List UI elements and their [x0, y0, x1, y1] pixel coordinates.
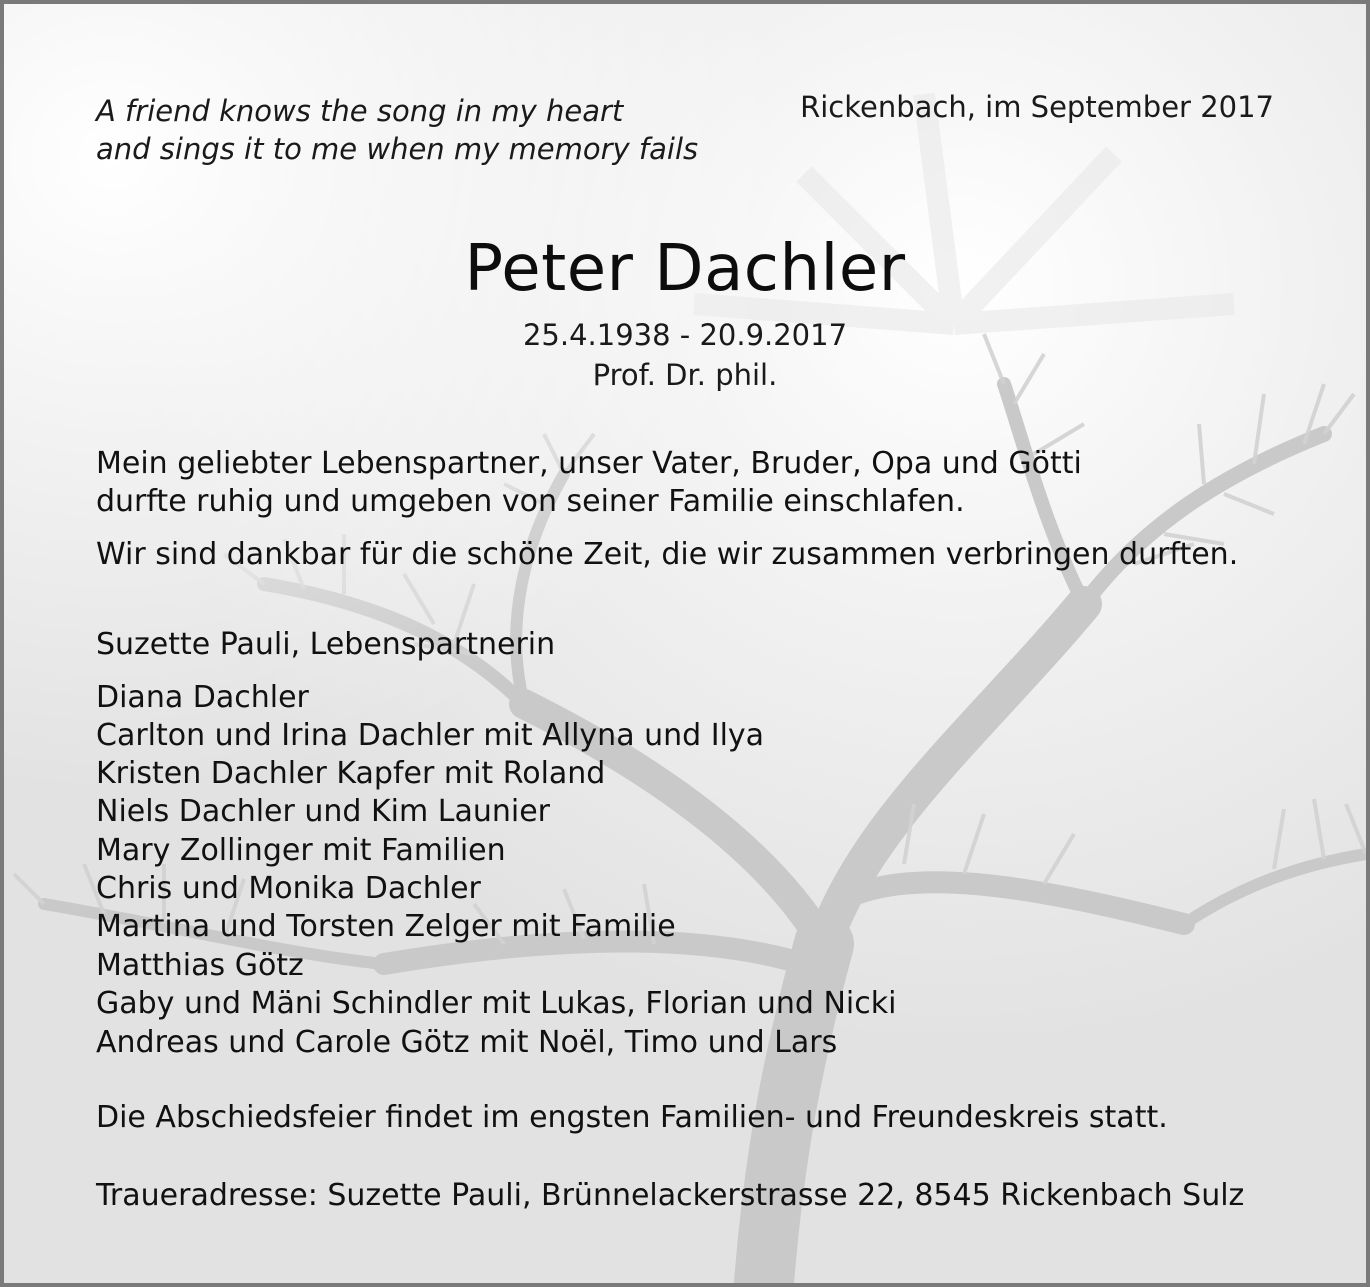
mourner-line: Martina und Torsten Zelger mit Familie: [96, 909, 676, 944]
mourner-line: Andreas und Carole Götz mit Noël, Timo und Lars: [96, 1025, 838, 1060]
mourner-line: Kristen Dachler Kapfer mit Roland: [96, 756, 606, 791]
mourner-line: Diana Dachler: [96, 680, 309, 715]
motto-line-1: A friend knows the song in my heart: [96, 94, 624, 128]
message-line-2: durfte ruhig und umgeben von seiner Familie einschlafen.: [96, 484, 965, 519]
mourner-line: Niels Dachler und Kim Launier: [96, 794, 551, 829]
mourner-line: Carlton und Irina Dachler mit Allyna und Ilya: [96, 718, 765, 753]
message-line-3: Wir sind dankbar für die schöne Zeit, die wir zusammen verbringen durften.: [96, 537, 1239, 572]
mourner-line: Gaby und Mäni Schindler mit Lukas, Florian und Nicki: [96, 986, 897, 1021]
mourner-line: Matthias Götz: [96, 948, 304, 983]
mourner-line: Mary Zollinger mit Familien: [96, 833, 506, 868]
mourning-address: Traueradresse: Suzette Pauli, Brünnelackerstrasse 22, 8545 Rickenbach Sulz: [96, 1178, 1245, 1213]
life-dates: 25.4.1938 - 20.9.2017: [522, 318, 848, 352]
motto-line-2: and sings it to me when my memory fails: [96, 132, 699, 166]
dateline: Rickenbach, im September 2017: [800, 90, 1274, 124]
message-line-1: Mein geliebter Lebenspartner, unser Vater, Bruder, Opa und Götti: [96, 446, 1082, 481]
academic-title: Prof. Dr. phil.: [592, 358, 778, 392]
ceremony-notice: Die Abschiedsfeier findet im engsten Familien- und Freundeskreis statt.: [96, 1100, 1168, 1135]
deceased-name: Peter Dachler: [464, 232, 906, 306]
partner-line: Suzette Pauli, Lebenspartnerin: [96, 627, 556, 662]
mourner-line: Chris und Monika Dachler: [96, 871, 481, 906]
